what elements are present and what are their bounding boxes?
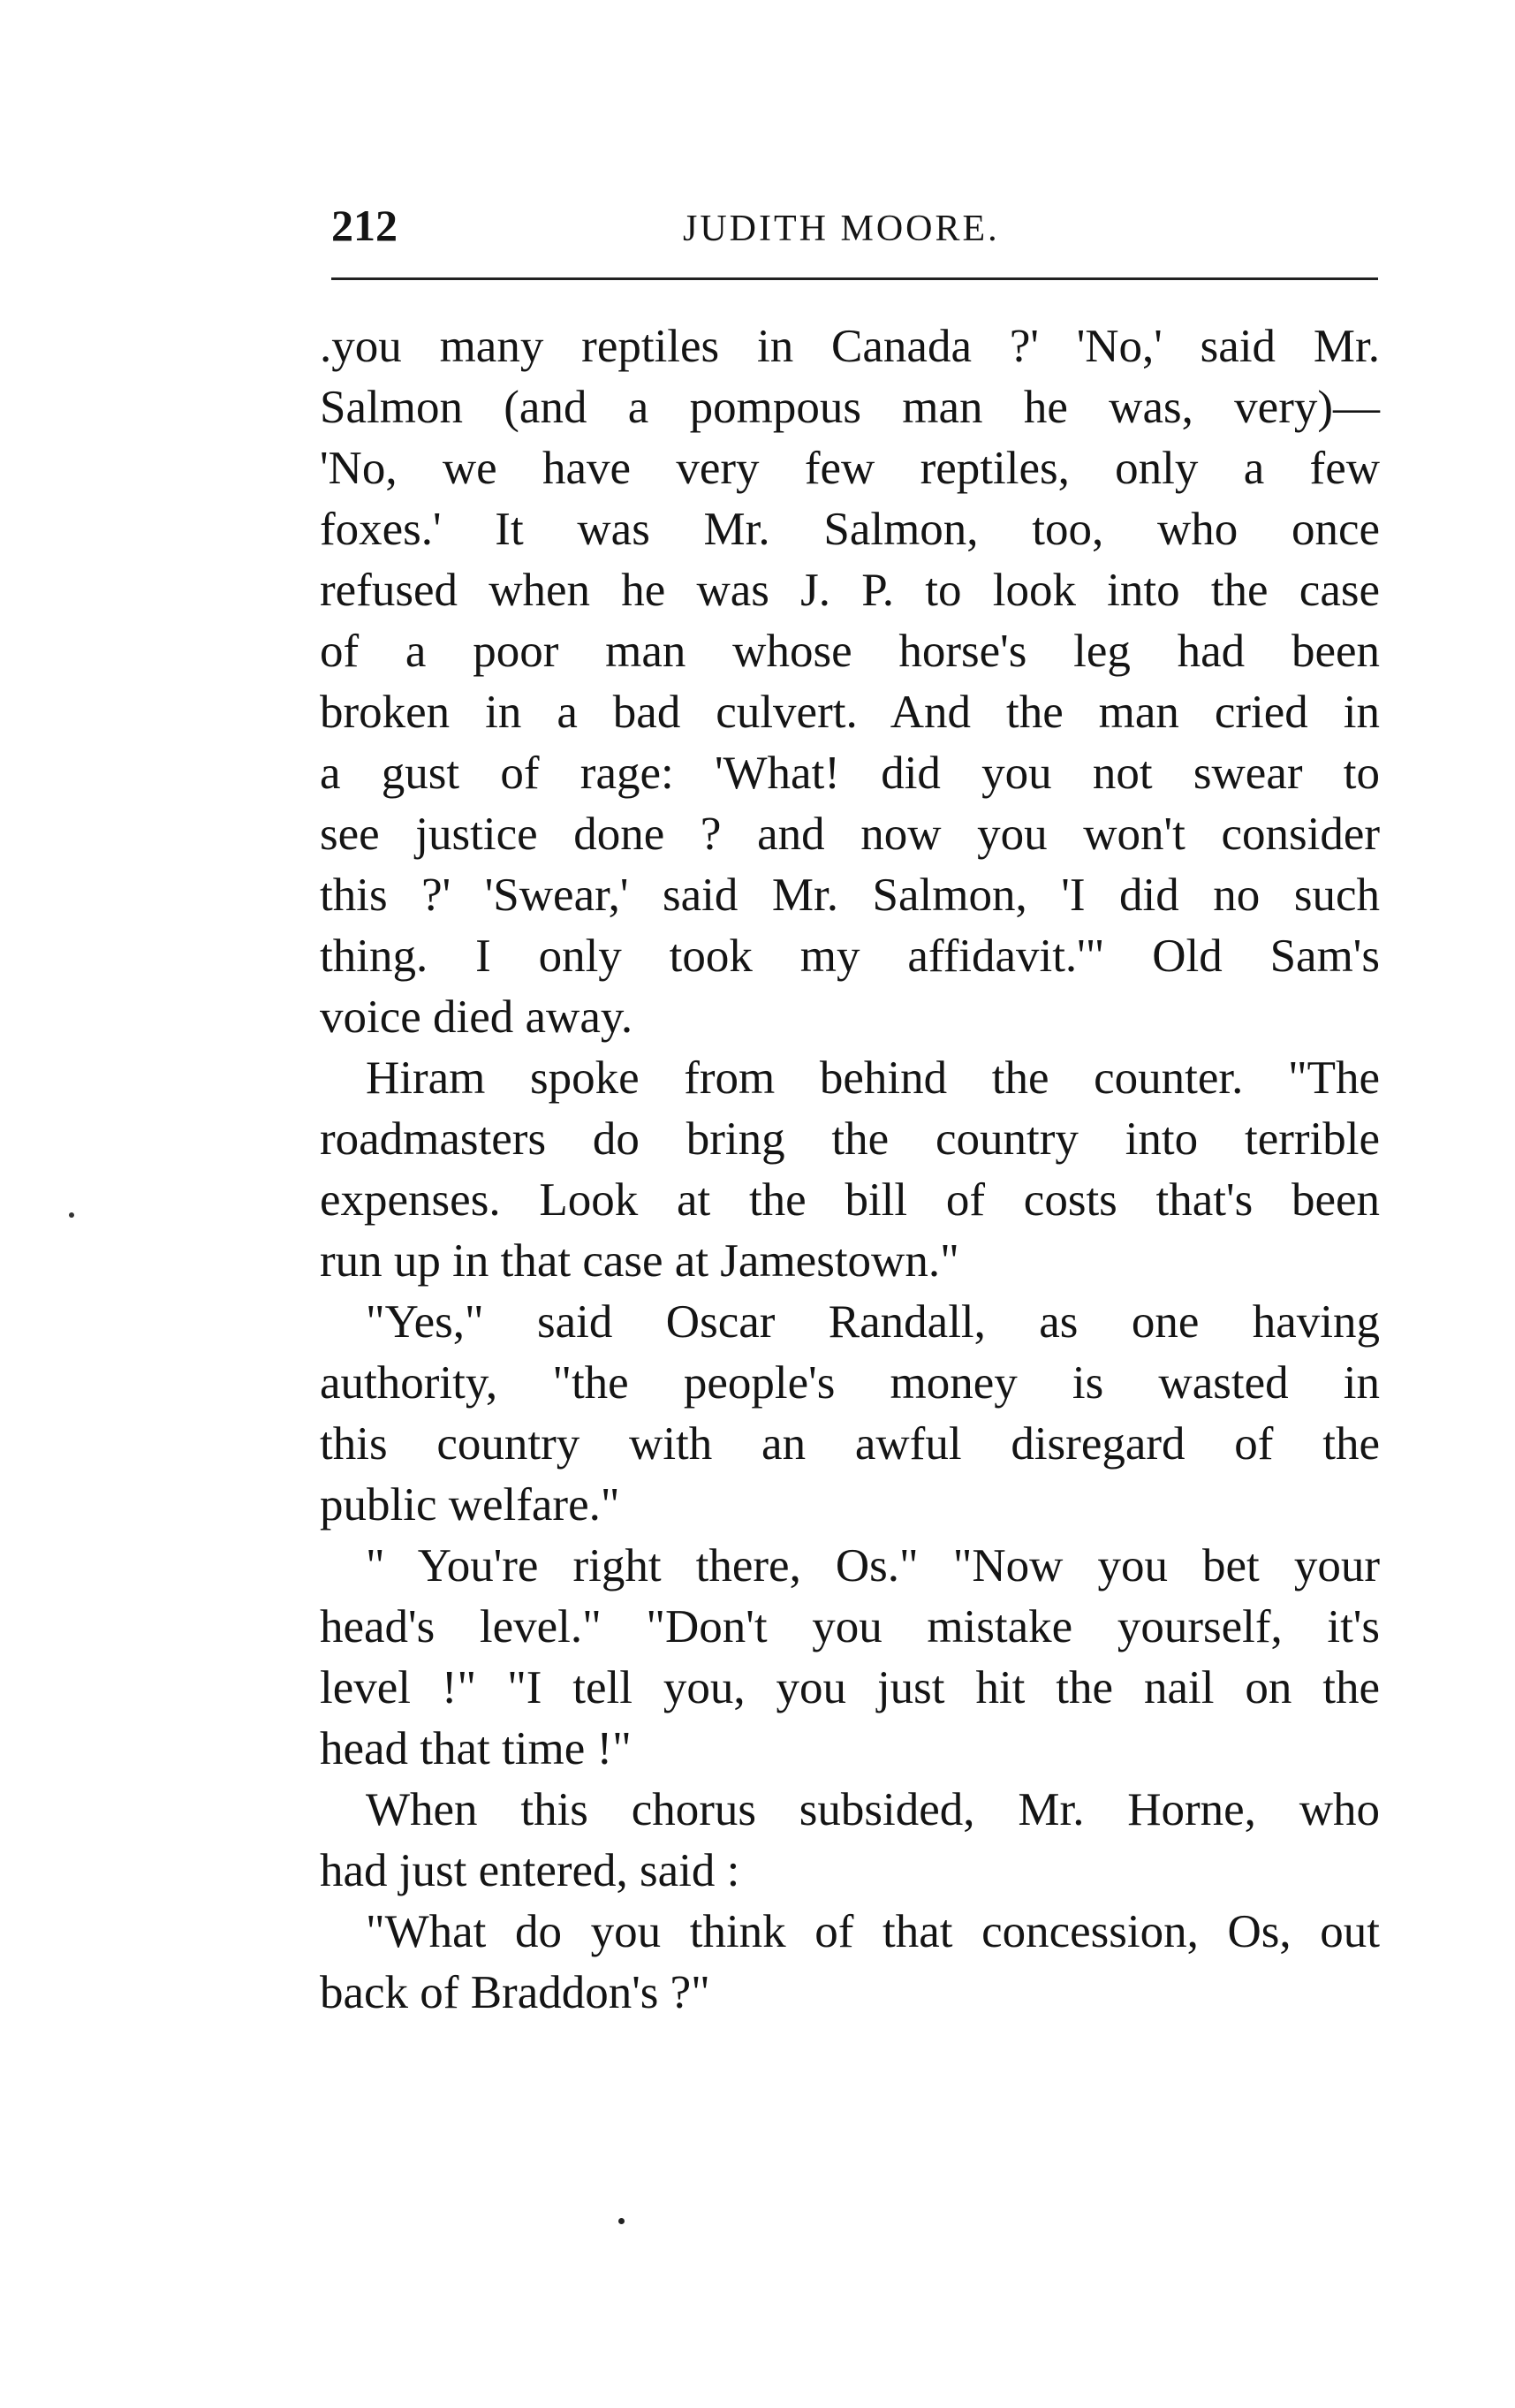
text-line: voice died away.: [320, 991, 633, 1043]
margin-speck: [69, 1212, 74, 1218]
paragraph: [320, 1048, 1380, 1292]
page-number: 212: [331, 201, 398, 250]
text-line: Salmon (and a pompous man he was, very)—: [320, 382, 1380, 433]
header-rule: [331, 277, 1378, 280]
text-line: head's level." "Don't you mistake yourself, it's: [320, 1601, 1380, 1652]
body-text: [320, 316, 1380, 2024]
text-line: foxes.' It was Mr. Salmon, too, who once: [320, 504, 1380, 555]
text-line: this country with an awful disregard of the: [320, 1418, 1380, 1470]
text-line: expenses. Look at the bill of costs that's been: [320, 1174, 1380, 1226]
paragraph: [320, 1292, 1380, 1536]
text-line: had just entered, said :: [320, 1845, 740, 1896]
text-line: authority, "the people's money is wasted in: [320, 1357, 1380, 1409]
text-line: 'No, we have very few reptiles, only a few: [320, 443, 1380, 494]
text-line: thing. I only took my affidavit.'" Old Sam's: [320, 931, 1380, 982]
text-line: When this chorus subsided, Mr. Horne, who: [366, 1784, 1380, 1835]
paragraph: [320, 1780, 1380, 1902]
bottom-speck: [618, 2218, 625, 2224]
text-line: level !" "I tell you, you just hit the nail on the: [320, 1662, 1380, 1713]
text-line: this ?' 'Swear,' said Mr. Salmon, 'I did no such: [320, 870, 1380, 921]
running-title: JUDITH MOORE.: [683, 209, 1000, 249]
text-line: roadmasters do bring the country into terrible: [320, 1113, 1380, 1165]
text-line: "Yes," said Oscar Randall, as one having: [366, 1296, 1380, 1348]
text-line: "What do you think of that concession, Os, out: [366, 1906, 1380, 1957]
paragraph: [320, 316, 1380, 1048]
text-line: see justice done ? and now you won't consider: [320, 809, 1380, 860]
paragraph: [320, 1902, 1380, 2024]
text-line: refused when he was J. P. to look into the case: [320, 565, 1380, 616]
text-line: a gust of rage: 'What! did you not swear to: [320, 748, 1380, 799]
text-line: head that time !": [320, 1723, 632, 1774]
paragraph: [320, 1536, 1380, 1780]
text-line: back of Braddon's ?": [320, 1967, 710, 2018]
text-line: of a poor man whose horse's leg had been: [320, 626, 1380, 677]
text-line: Hiram spoke from behind the counter. "The: [366, 1052, 1380, 1104]
text-line: .you many reptiles in Canada ?' 'No,' said Mr.: [320, 321, 1380, 372]
text-line: " You're right there, Os." "Now you bet your: [366, 1540, 1380, 1591]
text-line: broken in a bad culvert. And the man cried in: [320, 687, 1380, 738]
page-header: [331, 199, 1378, 261]
text-line: run up in that case at Jamestown.": [320, 1235, 959, 1287]
text-line: public welfare.": [320, 1479, 620, 1531]
